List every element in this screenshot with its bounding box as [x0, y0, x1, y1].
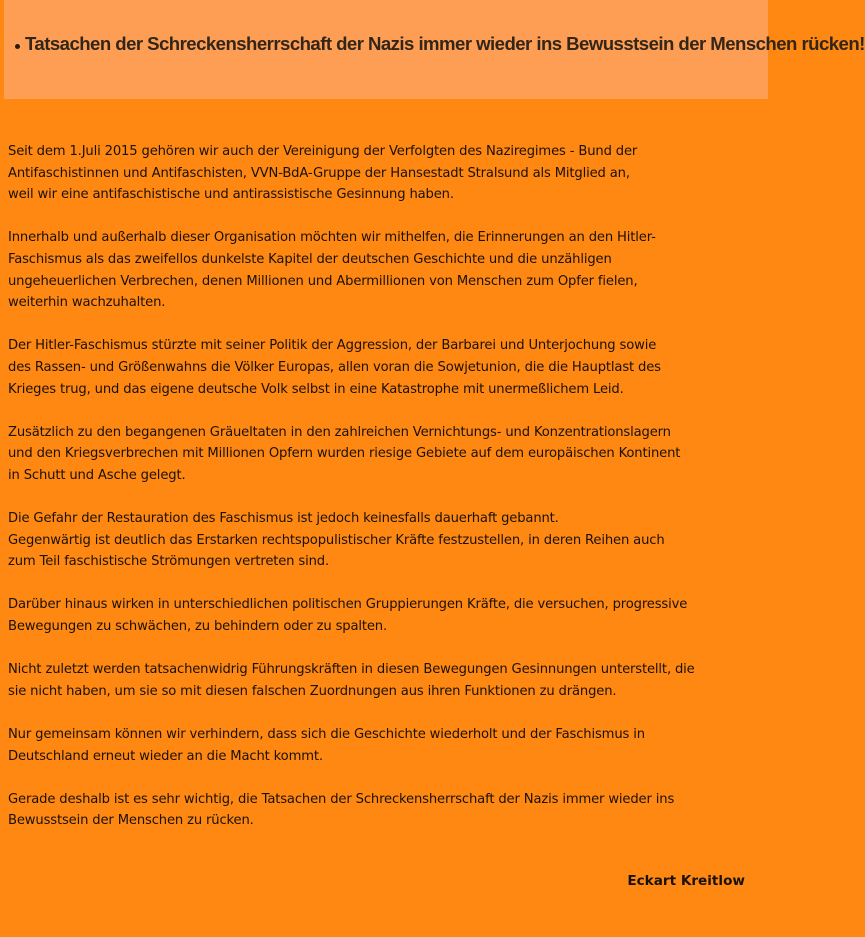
text-line: in Schutt und Asche gelegt. [8, 467, 186, 483]
text-line: Antifaschistinnen und Antifaschisten, VVN-BdA-Gruppe der Hansestadt Stralsund als Mitglied an, [8, 165, 630, 181]
text-line: Zusätzlich zu den begangenen Gräueltaten in den zahlreichen Vernichtungs- und Konzentrationslagern [8, 424, 671, 440]
text-line: Faschismus als das zweifellos dunkelste Kapitel der deutschen Geschichte und die unzähligen [8, 251, 612, 267]
text-line: Gerade deshalb ist es sehr wichtig, die Tatsachen der Schreckensherrschaft der Nazis immer wieder ins [8, 791, 675, 807]
text-line: Innerhalb und außerhalb dieser Organisation möchten wir mithelfen, die Erinnerungen an den Hitler- [8, 230, 656, 246]
text-line: Nur gemeinsam können wir verhindern, dass sich die Geschichte wiederholt und der Faschismus in [8, 727, 645, 743]
bullet-icon [15, 44, 20, 49]
text-line: Die Gefahr der Restauration des Faschismus ist jedoch keinesfalls dauerhaft gebannt. [8, 511, 559, 527]
paragraph-9 [8, 789, 760, 832]
text-line: des Rassen- und Größenwahns die Völker Europas, allen voran die Sowjetunion, die die Hauptlast des [8, 359, 661, 375]
paragraph-4 [8, 422, 760, 487]
page-title: Tatsachen der Schreckensherrschaft der Nazis immer wieder ins Bewusstsein der Menschen rücken! [25, 33, 865, 54]
text-line: und den Kriegsverbrechen mit Millionen Opfern wurden riesige Gebiete auf dem europäischen Kontinent [8, 446, 681, 462]
text-line: Bewusstsein der Menschen zu rücken. [8, 813, 254, 829]
paragraph-2 [8, 227, 760, 313]
paragraph-5 [8, 508, 760, 573]
paragraph-7 [8, 659, 760, 702]
text-line: Nicht zuletzt werden tatsachenwidrig Führungskräften in diesen Bewegungen Gesinnungen unterstellt, die [8, 662, 695, 678]
text-line: weiterhin wachzuhalten. [8, 295, 166, 311]
paragraph-1 [8, 141, 760, 206]
text-line: Darüber hinaus wirken in unterschiedlichen politischen Gruppierungen Kräfte, die versuchen, progressive [8, 597, 688, 613]
text-line: Gegenwärtig ist deutlich das Erstarken rechtspopulistischer Kräfte festzustellen, in deren Reihen auch [8, 532, 665, 548]
text-line: Seit dem 1.Juli 2015 gehören wir auch der Vereinigung der Verfolgten des Naziregimes - Bund der [8, 144, 638, 159]
text-line: ungeheuerlichen Verbrechen, denen Millionen und Abermillionen von Menschen zum Opfer fielen, [8, 273, 638, 289]
paragraph-6 [8, 594, 760, 637]
text-line: Deutschland erneut wieder an die Macht kommt. [8, 748, 323, 764]
text-line: weil wir eine antifaschistische und antirassistische Gesinnung haben. [8, 187, 454, 203]
text-line: Der Hitler-Faschismus stürzte mit seiner Politik der Aggression, der Barbarei und Unterjochung sowie [8, 338, 657, 354]
paragraph-8 [8, 724, 760, 767]
article-body [8, 141, 760, 854]
text-line: Bewegungen zu schwächen, zu behindern oder zu spalten. [8, 619, 388, 635]
author-signature: Eckart Kreitlow [627, 873, 745, 889]
page-header [4, 0, 865, 99]
paragraph-3 [8, 335, 760, 400]
text-line: sie nicht haben, um sie so mit diesen falschen Zuordnungen aus ihren Funktionen zu drängen. [8, 683, 617, 699]
text-line: zum Teil faschistische Strömungen vertreten sind. [8, 554, 329, 570]
text-line: Krieges trug, und das eigene deutsche Volk selbst in eine Katastrophe mit unermeßlichem Leid. [8, 381, 624, 397]
